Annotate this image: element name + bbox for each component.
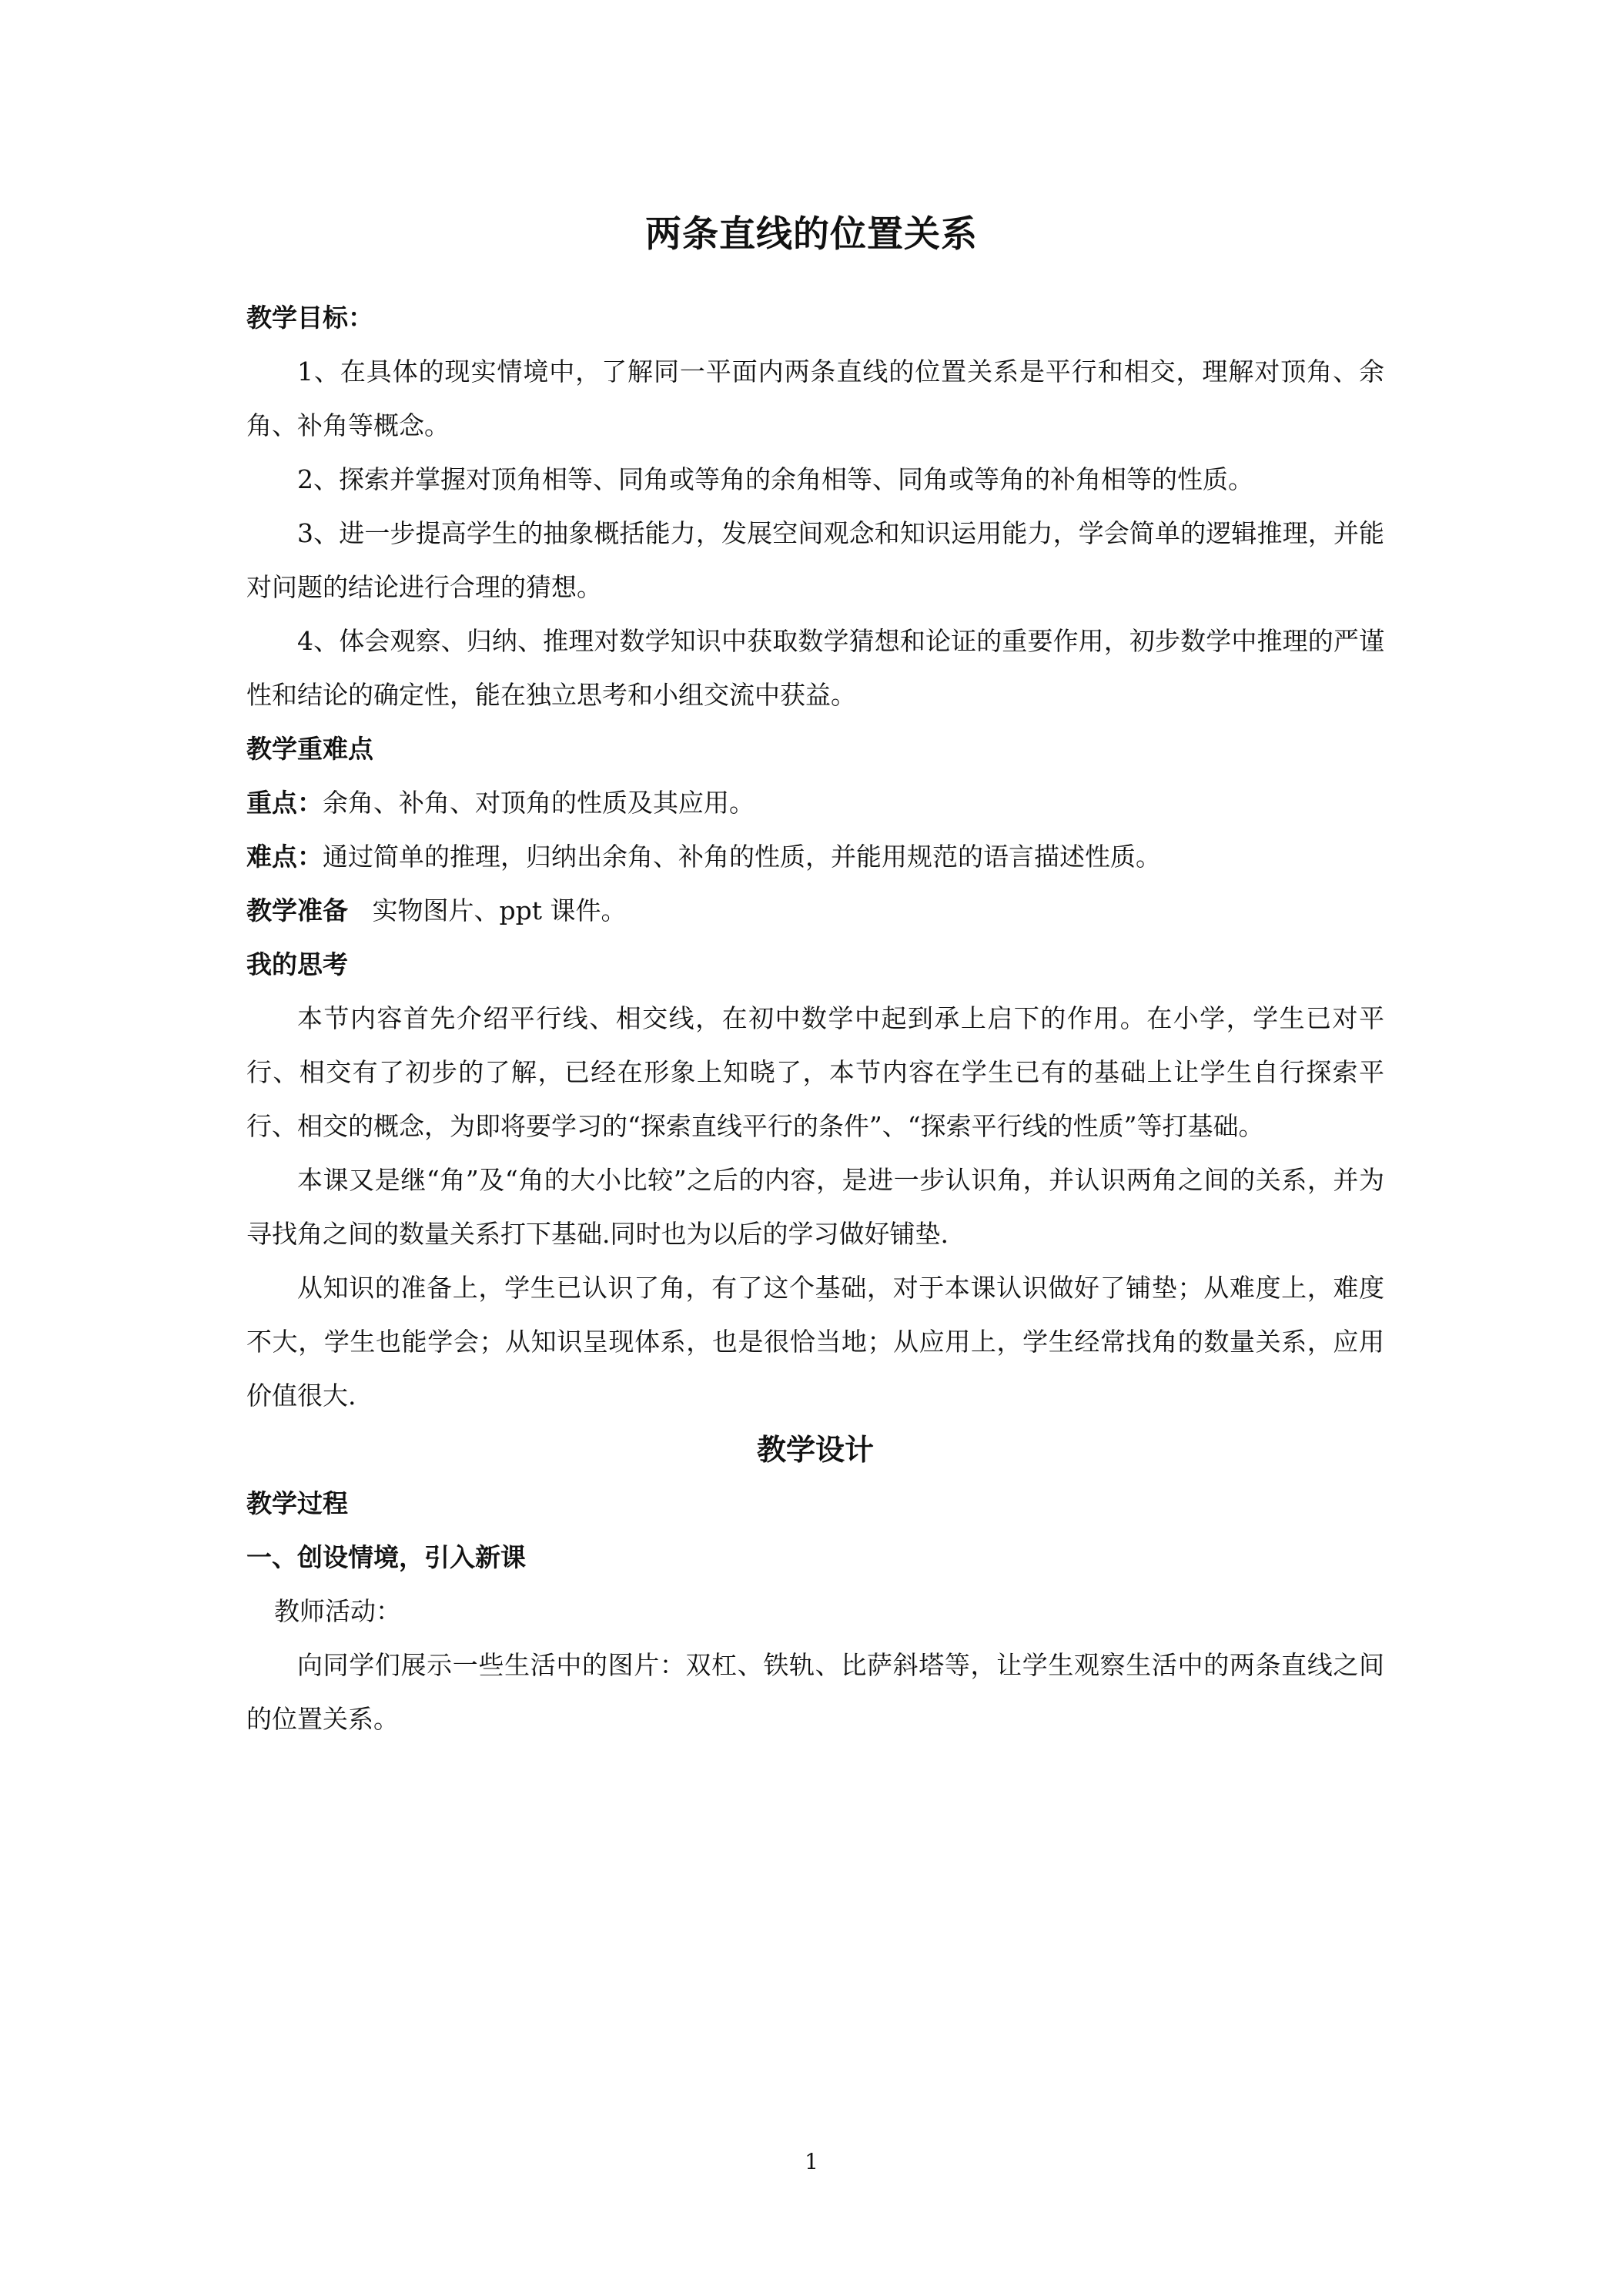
key-points-heading: 教学重难点 [246,734,373,764]
section1-heading: 一、创设情境，引入新课 [246,1542,526,1572]
preparation-text: 实物图片、ppt 课件。 [372,895,627,925]
objective-item-1: 1、在具体的现实情境中，了解同一平面内两条直线的位置关系是平行和相交，理解对顶角、余角、补角等概念。 [246,356,1384,440]
focus-label: 重点： [246,788,323,818]
preparation-paragraph [246,884,1384,938]
page-number: 1 [805,2149,818,2174]
document-title: 两条直线的位置关系 [645,213,978,256]
teacher-activity-label: 教师活动： [274,1596,401,1626]
focus-text: 余角、补角、对顶角的性质及其应用。 [323,788,755,818]
focus-paragraph [246,776,1384,830]
reflection-paragraph-2: 本课又是继“角”及“角的大小比较”之后的内容，是进一步认识角，并认识两角之间的关系，并为寻找角之间的数量关系打下基础.同时也为以后的学习做好铺垫. [246,1165,1384,1249]
document-body [246,291,1384,1746]
reflection-paragraph-1: 本节内容首先介绍平行线、相交线，在初中数学中起到承上启下的作用。在小学，学生已对平行、相交有了初步的了解，已经在形象上知晓了，本节内容在学生已有的基础上让学生自行探索平行、相交的概念，为即将要学习的“探索直线平行的条件”、“探索平行线的性质”等打基础。 [246,1003,1384,1141]
objective-item-3: 3、进一步提高学生的抽象概括能力，发展空间观念和知识运用能力，学会简单的逻辑推理，并能对问题的结论进行合理的猜想。 [246,518,1384,602]
reflection-paragraph-3: 从知识的准备上，学生已认识了角，有了这个基础，对于本课认识做好了铺垫；从难度上，难度不大，学生也能学会；从知识呈现体系，也是很恰当地；从应用上，学生经常找角的数量关系，应用价值很大. [246,1273,1384,1411]
objective-item-2: 2、探索并掌握对顶角相等、同角或等角的余角相等、同角或等角的补角相等的性质。 [297,464,1253,494]
objectives-heading: 教学目标： [246,303,373,333]
design-heading: 教学设计 [756,1433,874,1467]
difficulty-paragraph [246,830,1384,884]
objective-item-4: 4、体会观察、归纳、推理对数学知识中获取数学猜想和论证的重要作用，初步数学中推理的严谨性和结论的确定性，能在独立思考和小组交流中获益。 [246,626,1384,710]
section1-text: 向同学们展示一些生活中的图片：双杠、铁轨、比萨斜塔等，让学生观察生活中的两条直线之间的位置关系。 [246,1650,1384,1734]
reflection-heading: 我的思考 [246,949,348,979]
process-heading: 教学过程 [246,1488,348,1518]
preparation-label: 教学准备 [246,895,348,925]
difficulty-label: 难点： [246,842,323,872]
difficulty-text: 通过简单的推理，归纳出余角、补角的性质，并能用规范的语言描述性质。 [323,842,1161,872]
